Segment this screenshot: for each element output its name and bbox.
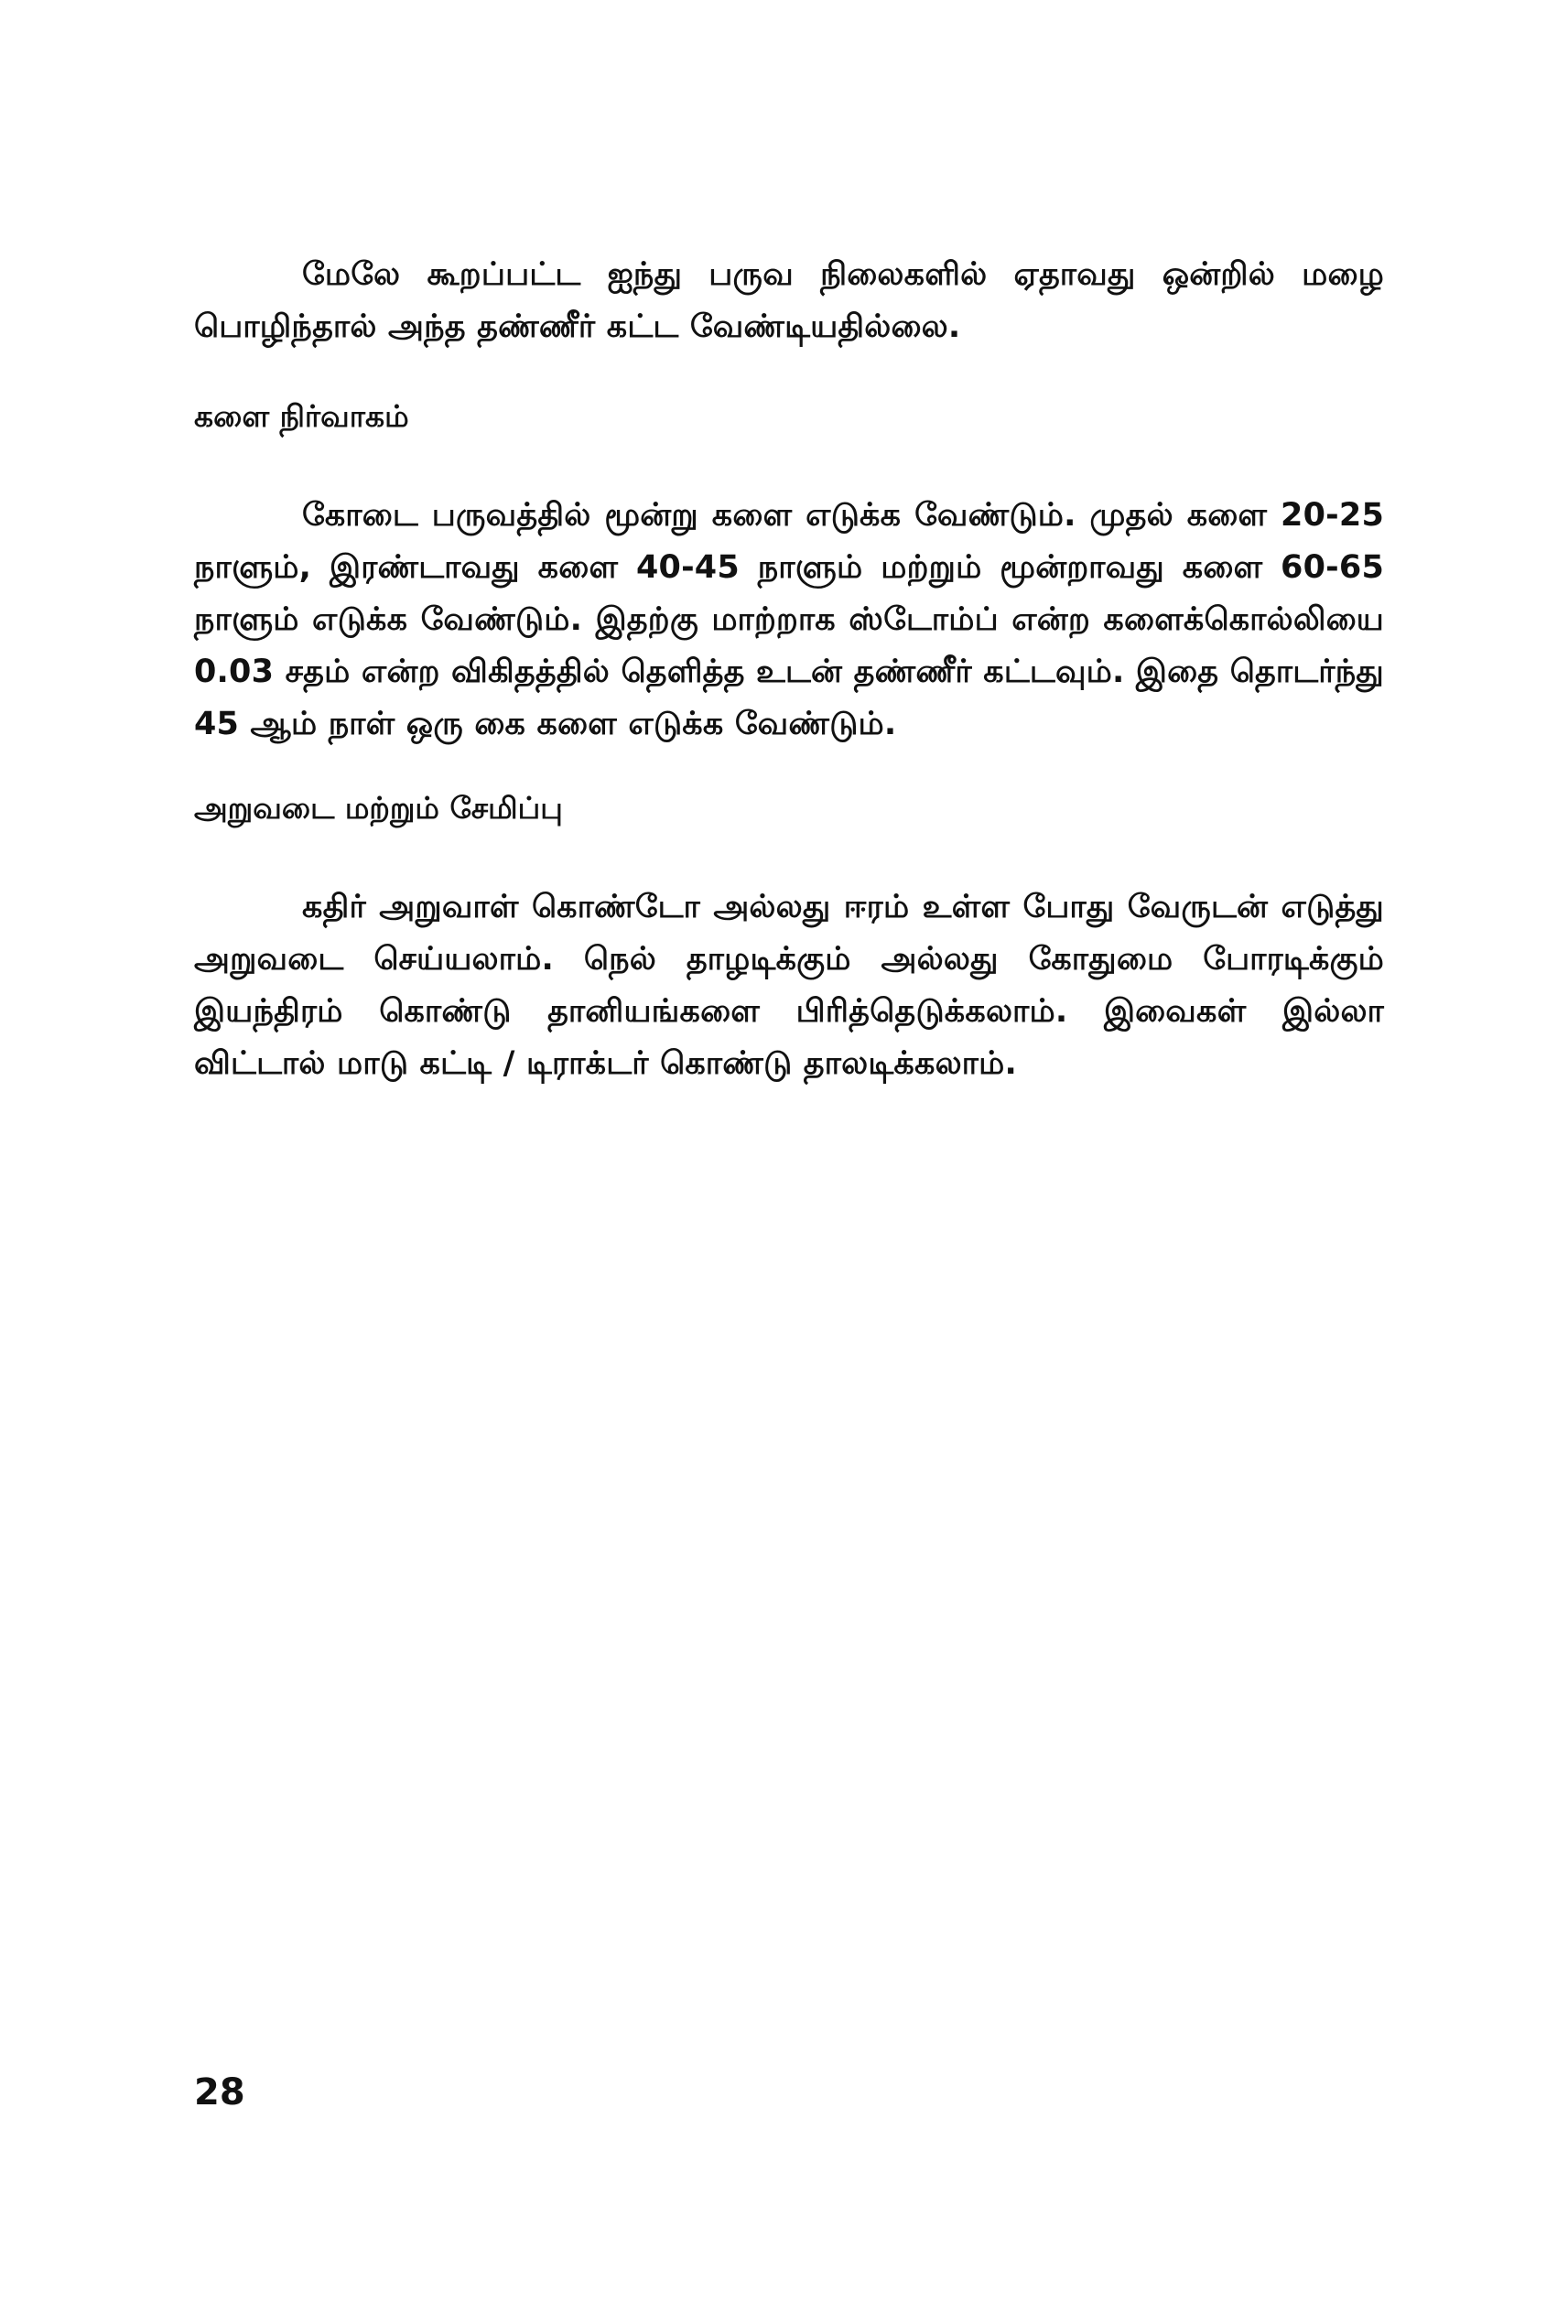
paragraph-irrigation: மேலே கூறப்பட்ட ஐந்து பருவ நிலைகளில் ஏதாவது ஒன்றில் மழை பொழிந்தால் அந்த தண்ணீர் கட்ட வேண்டியதில்லை. <box>194 256 1384 345</box>
heading-weed-management: களை நிர்வாகம் <box>194 398 409 434</box>
heading-harvest-storage: அறுவடை மற்றும் சேமிப்பு <box>194 790 563 826</box>
page-number: 28 <box>194 2071 245 2113</box>
paragraph-weed-management: கோடை பருவத்தில் மூன்று களை எடுக்க வேண்டும். முதல் களை 20-25 நாளும், இரண்டாவது களை 40-45 நாளும் மற்றும் மூன்றாவது களை 60-65 நாளும் எடுக்க வேண்டும். இதற்கு மாற்றாக ஸ்டோம்ப் என்ற களைக்கொல்லியை 0.03 சதம் என்ற விகிதத்தில் தெளித்த உடன் தண்ணீர் கட்டவும். இதை தொடர்ந்து 45 ஆம் நாள் ஒரு கை களை எடுக்க வேண்டும். <box>194 497 1384 742</box>
paragraph-harvest-storage: கதிர் அறுவாள் கொண்டோ அல்லது ஈரம் உள்ள போது வேருடன் எடுத்து அறுவடை செய்யலாம். நெல் தாழடிக்கும் அல்லது கோதுமை போரடிக்கும் இயந்திரம் கொண்டு தானியங்களை பிரித்தெடுக்கலாம். இவைகள் இல்லா விட்டால் மாடு கட்டி / டிராக்டர் கொண்டு தாலடிக்கலாம். <box>194 889 1384 1082</box>
page-content <box>194 249 1384 1090</box>
